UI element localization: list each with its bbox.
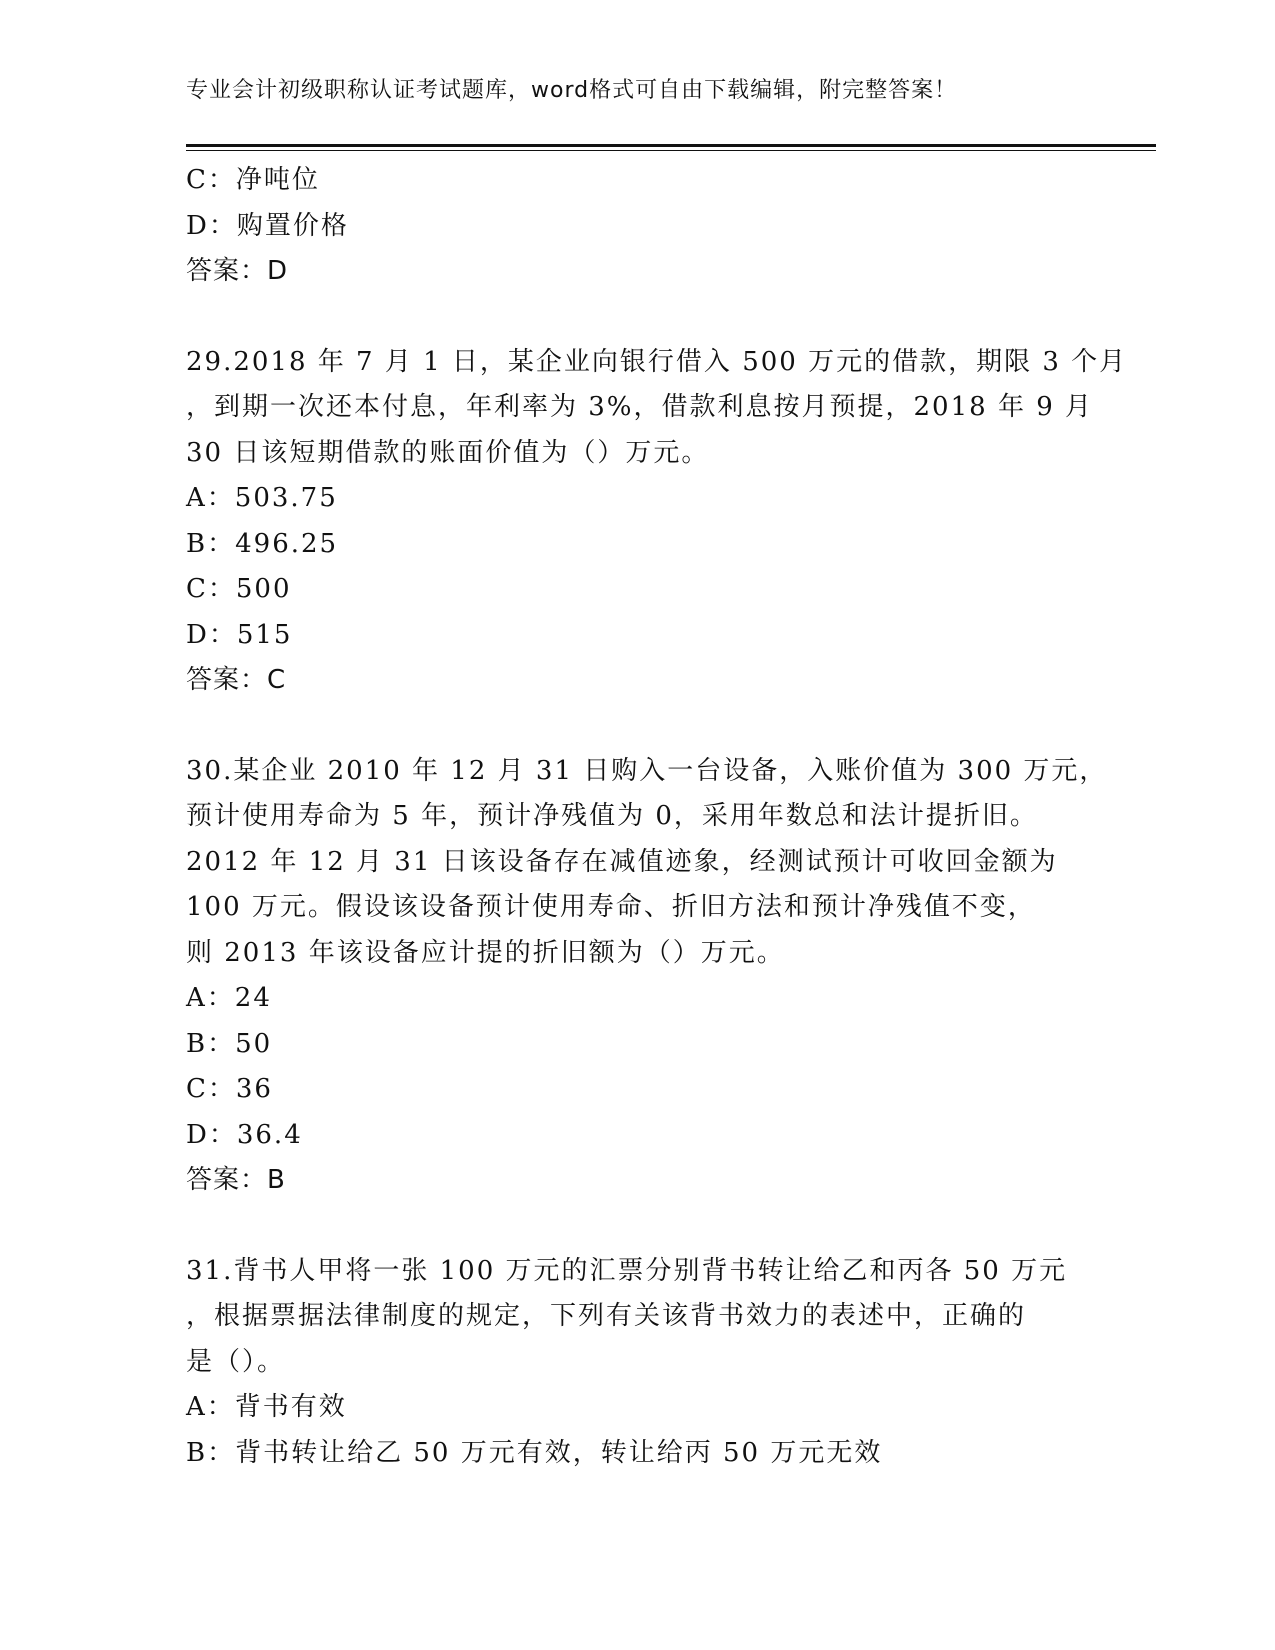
stem-line: 100 万元。假设该设备预计使用寿命、折旧方法和预计净残值不变，	[186, 892, 1036, 922]
document-body	[186, 158, 1128, 1476]
option-a: A：背书有效	[186, 1392, 347, 1422]
stem-line: 31.背书人甲将一张 100 万元的汇票分别背书转让给乙和丙各 50 万元	[186, 1255, 1068, 1286]
question-29	[186, 340, 1128, 704]
header-rule-thin	[186, 150, 1156, 151]
stem-line: 则 2013 年该设备应计提的折旧额为（）万元。	[186, 937, 785, 968]
prev-question	[186, 158, 1086, 295]
option-d: D：购置价格	[186, 210, 349, 241]
option-c: C：净吨位	[186, 165, 320, 195]
stem-line: 预计使用寿命为 5 年，预计净残值为 0，采用年数总和法计提折旧。	[186, 801, 1038, 831]
stem-line: ，根据票据法律制度的规定，下列有关该背书效力的表述中，正确的	[186, 1301, 1027, 1331]
option-d: D：36.4	[186, 1119, 303, 1150]
question-stem	[186, 1249, 1086, 1386]
question-31	[186, 1249, 1086, 1477]
question-30	[186, 749, 1108, 1204]
option-d: D：515	[186, 619, 293, 650]
answer: 答案：B	[186, 1165, 286, 1195]
option-b: B：496.25	[186, 528, 339, 559]
question-stem	[186, 749, 1108, 977]
stem-line: 2012 年 12 月 31 日该设备存在减值迹象，经测试预计可收回金额为	[186, 846, 1058, 877]
option-b: B：50	[186, 1028, 273, 1059]
option-a: A：24	[186, 983, 272, 1013]
stem-line: 30.某企业 2010 年 12 月 31 日购入一台设备，入账价值为 300 万元，	[186, 755, 1108, 786]
option-c: C：500	[186, 574, 292, 604]
header-rule-thick	[186, 144, 1156, 147]
option-c: C：36	[186, 1074, 273, 1104]
option-b: B：背书转让给乙 50 万元有效，转让给丙 50 万元无效	[186, 1437, 883, 1468]
option-a: A：503.75	[186, 483, 338, 513]
answer: 答案：D	[186, 256, 289, 286]
stem-line: 30 日该短期借款的账面价值为（）万元。	[186, 437, 710, 468]
answer: 答案：C	[186, 665, 287, 695]
stem-line: 29.2018 年 7 月 1 日，某企业向银行借入 500 万元的借款，期限 3 个月	[186, 346, 1128, 377]
question-stem	[186, 340, 1128, 477]
stem-line: 是（）。	[186, 1346, 286, 1377]
stem-line: ，到期一次还本付息，年利率为 3%，借款利息按月预提，2018 年 9 月	[186, 392, 1094, 422]
page-header: 专业会计初级职称认证考试题库，word格式可自由下载编辑，附完整答案！	[186, 78, 958, 103]
